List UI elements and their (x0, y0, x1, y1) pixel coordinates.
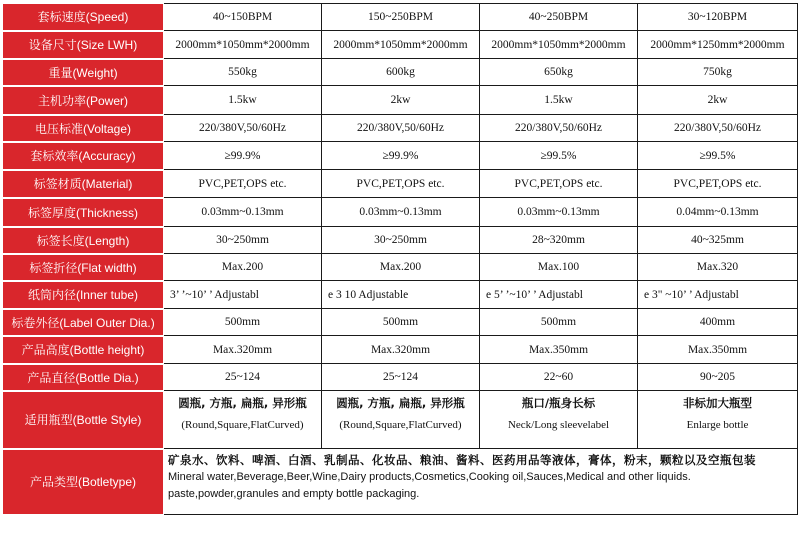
spec-label: 产品直径(Bottle Dia.) (3, 364, 164, 391)
spec-value: 2kw (322, 86, 480, 115)
spec-value: 2000mm*1050mm*2000mm (164, 31, 322, 59)
spec-value: ≥99.9% (322, 142, 480, 170)
spec-label: 电压标准(Voltage) (3, 115, 164, 142)
spec-row (3, 364, 798, 391)
spec-value: 30~120BPM (638, 4, 798, 31)
product-type-cn: 矿泉水、饮料、啤酒、白酒、乳制品、化妆品、粮油、酱料、医药用品等液体，膏体，粉末，颗粒以及空瓶包装 (168, 453, 756, 467)
spec-label: 重量(Weight) (3, 59, 164, 86)
spec-value: 750kg (638, 59, 798, 86)
spec-value: 30~250mm (322, 227, 480, 254)
spec-value: ≥99.5% (480, 142, 638, 170)
spec-value: Max.200 (322, 254, 480, 281)
spec-label: 标签折径(Flat width) (3, 254, 164, 281)
spec-value: 500mm (480, 309, 638, 336)
spec-value: 500mm (322, 309, 480, 336)
spec-value: 0.03mm~0.13mm (322, 198, 480, 227)
spec-row (3, 281, 798, 309)
spec-value: PVC,PET,OPS etc. (480, 170, 638, 198)
bottle-style-en: (Round,Square,FlatCurved) (181, 419, 304, 431)
spec-row (3, 115, 798, 142)
spec-value: 40~150BPM (164, 4, 322, 31)
spec-value: 90~205 (638, 364, 798, 391)
spec-value: Max.320 (638, 254, 798, 281)
spec-value: 500mm (164, 309, 322, 336)
spec-row (3, 142, 798, 170)
bottle-style-cell-2 (322, 391, 480, 449)
spec-value: Max.350mm (638, 336, 798, 364)
bottle-style-cell-3 (480, 391, 638, 449)
bottle-style-en: Neck/Long sleevelabel (507, 419, 610, 431)
bottle-style-cn: 圆瓶, 方瓶, 扁瓶, 异形瓶 (178, 396, 307, 410)
spec-value: 40~250BPM (480, 4, 638, 31)
spec-label: 标卷外径(Label Outer Dia.) (3, 309, 164, 336)
bottle-style-cell-1 (164, 391, 322, 449)
spec-row (3, 59, 798, 86)
spec-value: PVC,PET,OPS etc. (638, 170, 798, 198)
spec-row (3, 86, 798, 115)
spec-value: ≥99.9% (164, 142, 322, 170)
bottle-style-cn: 非标加大瓶型 (683, 396, 752, 410)
spec-value: 150~250BPM (322, 4, 480, 31)
spec-value: 1.5kw (480, 86, 638, 115)
spec-value: 550kg (164, 59, 322, 86)
spec-value: 2000mm*1250mm*2000mm (638, 31, 798, 59)
spec-value: 0.04mm~0.13mm (638, 198, 798, 227)
spec-value: 1.5kw (164, 86, 322, 115)
spec-value: PVC,PET,OPS etc. (164, 170, 322, 198)
spec-label: 主机功率(Power) (3, 86, 164, 115)
spec-label: 标签长度(Length) (3, 227, 164, 254)
spec-value: 28~320mm (480, 227, 638, 254)
spec-value: 220/380V,50/60Hz (638, 115, 798, 142)
spec-value: 2000mm*1050mm*2000mm (480, 31, 638, 59)
spec-label: 设备尺寸(Size LWH) (3, 31, 164, 59)
spec-value: Max.350mm (480, 336, 638, 364)
bottle-style-label: 适用瓶型(Bottle Style) (3, 391, 164, 449)
spec-label: 套标速度(Speed) (3, 4, 164, 31)
spec-label: 产品高度(Bottle height) (3, 336, 164, 364)
spec-value: 30~250mm (164, 227, 322, 254)
spec-value: 22~60 (480, 364, 638, 391)
spec-value: 3’ ’~10’ ’ Adjustabl (164, 281, 322, 309)
spec-value: 650kg (480, 59, 638, 86)
bottle-style-en: (Round,Square,FlatCurved) (339, 419, 462, 431)
spec-row (3, 227, 798, 254)
spec-table (2, 3, 798, 516)
spec-label: 套标效率(Accuracy) (3, 142, 164, 170)
spec-value: 220/380V,50/60Hz (480, 115, 638, 142)
spec-label: 标签材质(Material) (3, 170, 164, 198)
product-type-en: Mineral water,Beverage,Beer,Wine,Dairy products,Cosmetics,Cooking oil,Sauces,Medical and other liquids. paste,powder,granules and empty bottle packaging. (168, 471, 691, 500)
spec-value: Max.100 (480, 254, 638, 281)
bottle-style-row (3, 391, 798, 449)
spec-value: 40~325mm (638, 227, 798, 254)
spec-value: 0.03mm~0.13mm (164, 198, 322, 227)
spec-body (3, 4, 798, 391)
spec-row (3, 4, 798, 31)
spec-row (3, 170, 798, 198)
spec-row (3, 254, 798, 281)
spec-row (3, 31, 798, 59)
spec-value: 400mm (638, 309, 798, 336)
spec-value: Max.320mm (164, 336, 322, 364)
spec-value: e 3" ~10’ ’ Adjustabl (638, 281, 798, 309)
spec-value: Max.320mm (322, 336, 480, 364)
spec-value: 2kw (638, 86, 798, 115)
spec-label: 纸筒内径(Inner tube) (3, 281, 164, 309)
spec-value: 0.03mm~0.13mm (480, 198, 638, 227)
spec-value: 25~124 (164, 364, 322, 391)
spec-value: 25~124 (322, 364, 480, 391)
bottle-style-en: Enlarge bottle (686, 419, 749, 431)
bottle-style-cn: 瓶口/瓶身长标 (521, 396, 596, 410)
spec-value: e 3 10 Adjustable (322, 281, 480, 309)
spec-value: 220/380V,50/60Hz (164, 115, 322, 142)
product-type-cell (164, 449, 798, 515)
spec-value: e 5’ ’~10’ ’ Adjustabl (480, 281, 638, 309)
spec-value: PVC,PET,OPS etc. (322, 170, 480, 198)
product-type-label: 产品类型(Botletype) (3, 449, 164, 515)
spec-value: 2000mm*1050mm*2000mm (322, 31, 480, 59)
spec-value: ≥99.5% (638, 142, 798, 170)
spec-label: 标签厚度(Thickness) (3, 198, 164, 227)
spec-value: Max.200 (164, 254, 322, 281)
spec-row (3, 198, 798, 227)
bottle-style-cn: 圆瓶, 方瓶, 扁瓶, 异形瓶 (336, 396, 465, 410)
spec-value: 220/380V,50/60Hz (322, 115, 480, 142)
bottle-style-section (3, 391, 798, 515)
spec-value: 600kg (322, 59, 480, 86)
spec-row (3, 336, 798, 364)
spec-row (3, 309, 798, 336)
bottle-style-cell-4 (638, 391, 798, 449)
product-type-row (3, 449, 798, 515)
